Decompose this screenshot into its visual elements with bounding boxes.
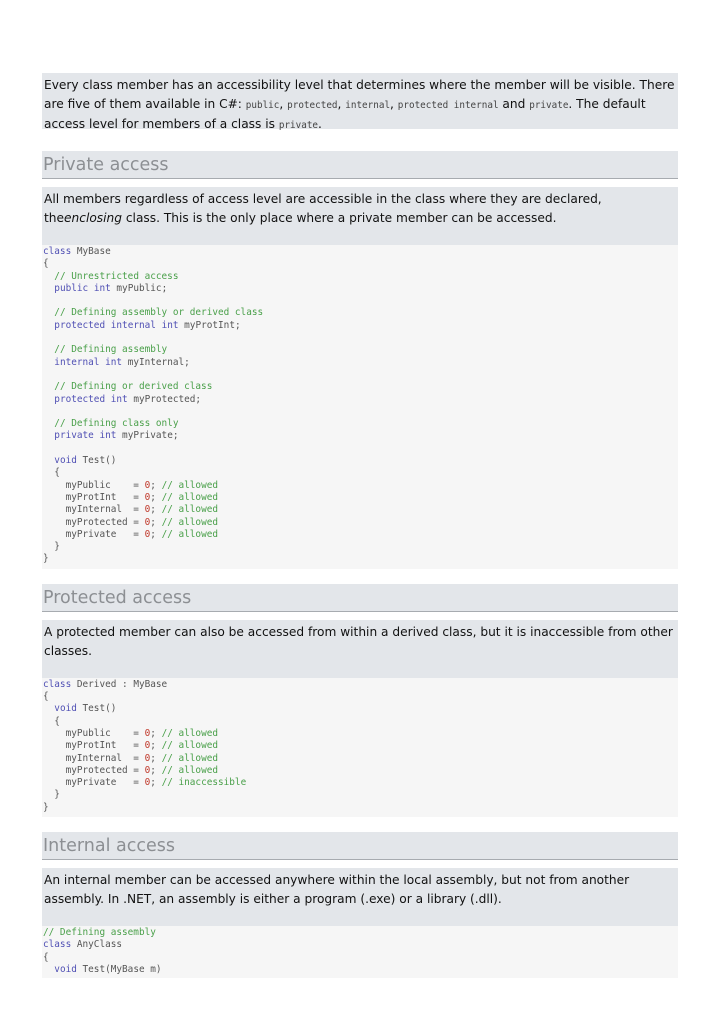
- code-line: [43, 765, 677, 777]
- code-line: [43, 344, 677, 356]
- code-text: ;: [150, 777, 162, 789]
- code-line: [43, 492, 677, 504]
- paragraph-text: All members regardless of access level are accessible in the class where they are declared, the: [44, 192, 602, 225]
- code-line: [43, 406, 677, 418]
- code-text: [43, 964, 54, 975]
- code-line: [43, 369, 677, 381]
- intro-sep: ,: [337, 97, 346, 111]
- code-comment: // inaccessible: [161, 777, 247, 789]
- code-text: myProtected =: [43, 516, 145, 528]
- code-text: }: [43, 801, 49, 813]
- code-text: ;: [150, 491, 162, 503]
- code-line: [43, 480, 677, 492]
- code-line: [43, 553, 677, 565]
- code-comment: // allowed: [161, 727, 219, 739]
- code-line: [43, 952, 677, 964]
- code-number: 0: [144, 764, 151, 776]
- code-number: 0: [144, 504, 151, 516]
- code-text: ;: [150, 516, 162, 528]
- code-keyword: void: [54, 703, 77, 715]
- code-text: Test(): [76, 455, 117, 467]
- code-comment: // allowed: [161, 491, 219, 503]
- code-text: myProtInt =: [43, 740, 145, 752]
- section-heading-protected: Protected access: [42, 584, 678, 612]
- code-line: [43, 716, 677, 728]
- code-text: myPrivate =: [43, 528, 145, 540]
- code-line: [43, 939, 677, 951]
- code-text: myPublic;: [110, 282, 168, 294]
- code-text: myProtInt;: [178, 319, 241, 331]
- code-block-private: [42, 245, 678, 569]
- code-line: [43, 430, 677, 442]
- code-line: [43, 332, 677, 344]
- code-comment: // allowed: [161, 764, 219, 776]
- code-text: }: [43, 553, 49, 565]
- code-keyword: class: [43, 246, 72, 257]
- code-text: [43, 703, 54, 714]
- code-keyword: int: [110, 393, 128, 405]
- code-text: [43, 344, 54, 355]
- section-heading-internal: Internal access: [42, 832, 678, 860]
- code-text: ;: [150, 740, 162, 752]
- code-text: myPrivate;: [116, 430, 179, 442]
- code-line: [43, 703, 677, 715]
- private-paragraph: [42, 187, 678, 245]
- code-text: [43, 418, 54, 429]
- code-text: [43, 455, 54, 466]
- code-text: {: [43, 951, 49, 963]
- code-line: [43, 381, 677, 393]
- code-comment: // Defining or derived class: [54, 381, 213, 393]
- code-keyword: internal: [54, 356, 100, 368]
- code-comment: // Unrestricted access: [54, 270, 179, 282]
- document-page: [42, 73, 678, 978]
- code-line: [43, 728, 677, 740]
- intro-text: . The default access level for members of a class is: [44, 97, 646, 131]
- code-keyword: internal: [110, 319, 156, 331]
- code-line: [43, 740, 677, 752]
- code-text: myInternal;: [122, 356, 190, 368]
- code-keyword: protected: [54, 319, 106, 331]
- code-line: [43, 517, 677, 529]
- code-keyword: protected: [54, 393, 106, 405]
- code-line: [43, 443, 677, 455]
- code-text: myProtected;: [127, 393, 202, 405]
- intro-sep: ,: [390, 97, 398, 111]
- code-text: [43, 381, 54, 392]
- code-number: 0: [144, 516, 151, 528]
- code-keyword: private: [54, 430, 94, 442]
- code-line: [43, 271, 677, 283]
- keyword-protected-internal: protected internal: [397, 100, 499, 111]
- intro-text: and: [498, 97, 530, 111]
- code-keyword: public: [54, 282, 89, 294]
- code-text: Derived : MyBase: [71, 678, 168, 690]
- code-text: [43, 283, 54, 294]
- code-number: 0: [144, 727, 151, 739]
- code-comment: // allowed: [161, 528, 219, 540]
- code-line: [43, 357, 677, 369]
- code-line: [43, 295, 677, 307]
- code-text: AnyClass: [71, 939, 123, 951]
- code-number: 0: [144, 777, 151, 789]
- code-comment: // Defining class only: [54, 418, 179, 430]
- code-text: myProtected =: [43, 764, 145, 776]
- code-text: {: [43, 258, 49, 270]
- code-line: [43, 777, 677, 789]
- code-comment: // allowed: [161, 516, 219, 528]
- code-text: ;: [150, 752, 162, 764]
- code-text: {: [43, 691, 49, 703]
- code-line: [43, 504, 677, 516]
- code-keyword: class: [43, 939, 72, 951]
- code-keyword: int: [99, 430, 117, 442]
- code-text: ;: [150, 528, 162, 540]
- code-line: [43, 455, 677, 467]
- code-number: 0: [144, 528, 151, 540]
- intro-sep: ,: [279, 97, 288, 111]
- code-line: [43, 283, 677, 295]
- code-text: [43, 271, 54, 282]
- code-comment: // allowed: [161, 479, 219, 491]
- code-text: ;: [150, 479, 162, 491]
- code-line: [43, 691, 677, 703]
- keyword-public: public: [245, 100, 280, 111]
- section-heading-private: Private access: [42, 151, 678, 179]
- intro-text: Every class member has an accessibility level that determines where the member will be visible. There are five of them available in C#:: [44, 78, 675, 111]
- code-text: ;: [150, 764, 162, 776]
- code-comment: // allowed: [161, 740, 219, 752]
- intro-paragraph: [42, 73, 678, 129]
- code-block-protected: [42, 678, 678, 817]
- code-line: [43, 753, 677, 765]
- code-line: [43, 246, 677, 258]
- paragraph-text: A protected member can also be accessed from within a derived class, but it is inaccessible from other classes.: [44, 624, 673, 658]
- code-line: [43, 394, 677, 406]
- code-comment: // allowed: [161, 504, 219, 516]
- code-comment: // allowed: [161, 752, 219, 764]
- code-text: {: [43, 467, 60, 479]
- code-keyword: int: [93, 282, 111, 294]
- code-text: ;: [150, 504, 162, 516]
- intro-text: .: [318, 117, 322, 131]
- code-keyword: void: [54, 963, 77, 975]
- code-text: MyBase: [71, 246, 111, 257]
- code-keyword: class: [43, 678, 72, 690]
- code-text: [43, 357, 54, 368]
- code-text: {: [43, 715, 60, 727]
- code-line: [43, 467, 677, 479]
- code-comment: // Defining assembly: [43, 926, 156, 938]
- keyword-private: private: [529, 100, 569, 111]
- code-text: [43, 307, 54, 318]
- code-text: [43, 320, 54, 331]
- code-text: myProtInt =: [43, 491, 145, 503]
- code-text: ;: [150, 727, 162, 739]
- code-keyword: int: [161, 319, 179, 331]
- keyword-private: private: [278, 120, 319, 131]
- code-line: [43, 418, 677, 430]
- code-line: [43, 927, 677, 939]
- code-text: Test(MyBase m): [76, 963, 162, 975]
- code-number: 0: [144, 479, 151, 491]
- code-text: myPublic =: [43, 727, 145, 739]
- code-keyword: void: [54, 455, 77, 467]
- code-line: [43, 320, 677, 332]
- code-line: [43, 679, 677, 691]
- code-text: Test(): [76, 703, 117, 715]
- code-text: }: [43, 541, 60, 553]
- code-comment: // Defining assembly or derived class: [54, 307, 264, 319]
- code-text: myPrivate =: [43, 777, 145, 789]
- code-number: 0: [144, 491, 151, 503]
- code-line: [43, 529, 677, 541]
- code-line: [43, 802, 677, 814]
- code-text: myPublic =: [43, 479, 145, 491]
- code-line: [43, 258, 677, 270]
- code-keyword: int: [105, 356, 123, 368]
- code-text: myInternal =: [43, 752, 145, 764]
- internal-paragraph: [42, 868, 678, 926]
- code-text: [43, 394, 54, 405]
- code-line: [43, 541, 677, 553]
- code-comment: // Defining assembly: [54, 344, 168, 356]
- emphasis-text: enclosing: [64, 211, 122, 225]
- code-text: myInternal =: [43, 504, 145, 516]
- code-number: 0: [144, 740, 151, 752]
- code-text: }: [43, 789, 60, 801]
- code-text: [43, 430, 54, 441]
- keyword-internal: internal: [345, 100, 391, 111]
- code-line: [43, 789, 677, 801]
- code-number: 0: [144, 752, 151, 764]
- protected-paragraph: [42, 620, 678, 678]
- code-line: [43, 307, 677, 319]
- paragraph-text: An internal member can be accessed anywhere within the local assembly, but not from another assembly. In .NET, an assembly is either a program (.exe) or a library (.dll).: [44, 872, 630, 906]
- keyword-protected: protected: [287, 100, 338, 111]
- paragraph-text: class. This is the only place where a private member can be accessed.: [121, 211, 557, 225]
- code-block-internal: [42, 926, 678, 978]
- code-line: [43, 964, 677, 976]
